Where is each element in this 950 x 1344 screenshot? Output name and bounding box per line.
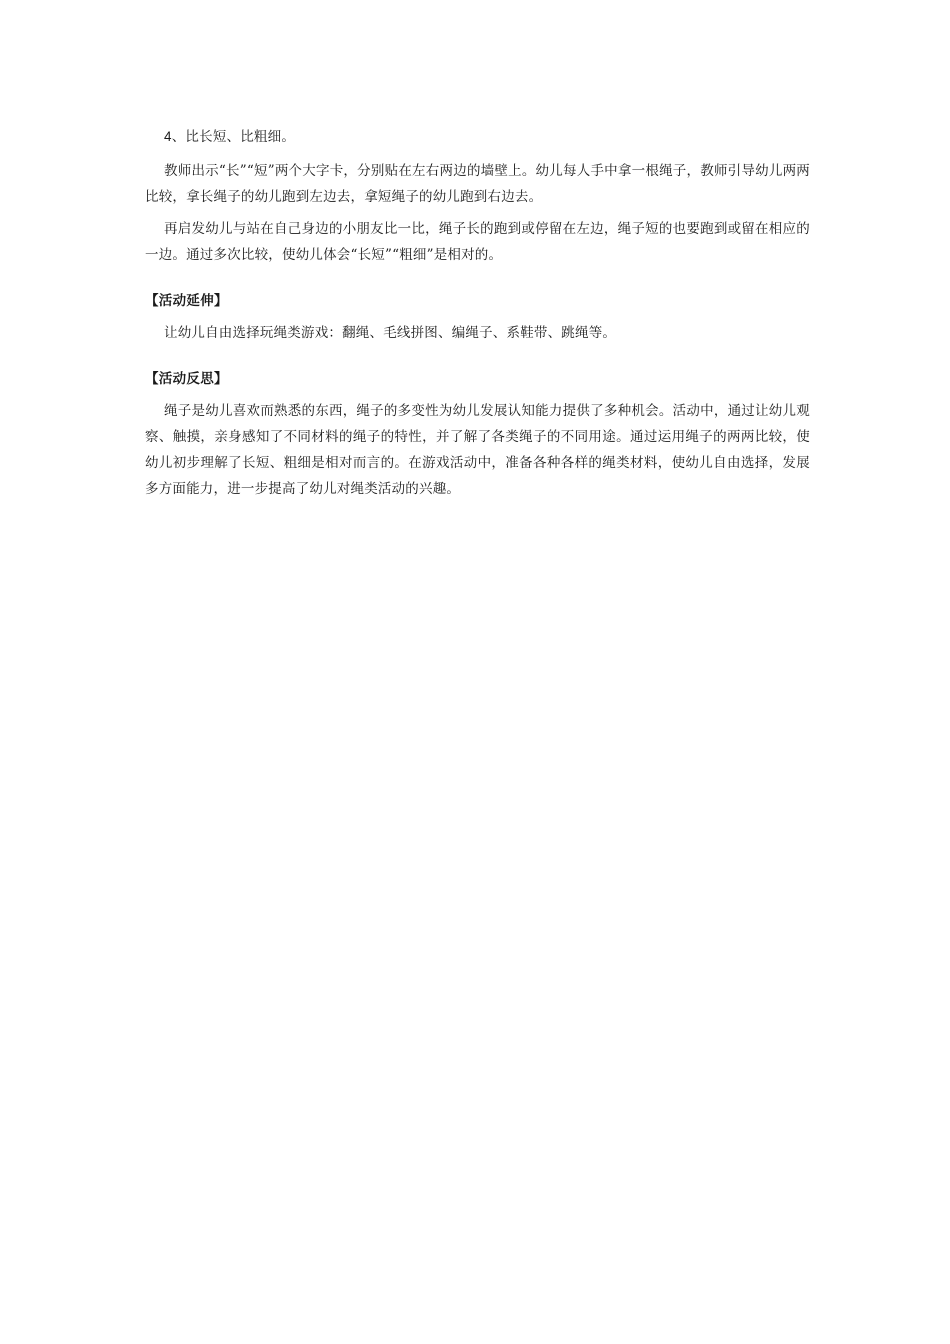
- step-number: 4: [164, 129, 172, 144]
- document-page: [145, 122, 810, 502]
- reflection-heading: 【活动反思】: [145, 371, 228, 387]
- step-4-paragraph-1: 教师出示“长”“短”两个大字卡，分别贴在左右两边的墙壁上。幼儿每人手中拿一根绳子，教师引导幼儿两两比较，拿长绳子的幼儿跑到左边去，拿短绳子的幼儿跑到右边去。: [145, 163, 810, 205]
- step-title: 、比长短、比粗细。: [171, 129, 296, 145]
- reflection-text: 绳子是幼儿喜欢而熟悉的东西，绳子的多变性为幼儿发展认知能力提供了多种机会。活动中，通过让幼儿观察、触摸，亲身感知了不同材料的绳子的特性，并了解了各类绳子的不同用途。通过运用绳子的两两比较，使幼儿初步理解了长短、粗细是相对而言的。在游戏活动中，准备各种各样的绳类材料，使幼儿自由选择，发展多方面能力，进一步提高了幼儿对绳类活动的兴趣。: [145, 403, 810, 497]
- step-4-heading: [145, 124, 810, 150]
- step-4-paragraph-2: 再启发幼儿与站在自己身边的小朋友比一比，绳子长的跑到或停留在左边，绳子短的也要跑到或留在相应的一边。通过多次比较，使幼儿体会“长短”“粗细”是相对的。: [145, 221, 810, 263]
- extension-text: 让幼儿自由选择玩绳类游戏：翻绳、毛线拼图、编绳子、系鞋带、跳绳等。: [164, 325, 617, 341]
- extension-heading: 【活动延伸】: [145, 293, 228, 309]
